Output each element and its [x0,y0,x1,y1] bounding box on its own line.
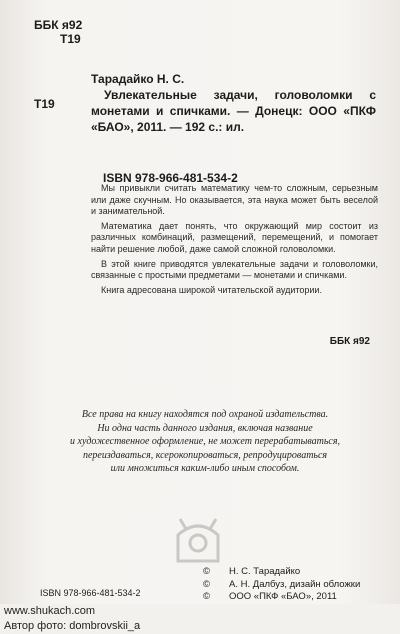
copyright-text: Н. С. Тарадайко [229,566,301,577]
photo-credit: Автор фото: dombrovskii_a [4,620,141,632]
annotation-paragraph: Мы привыкли считать математику чем-то сложным, серьезным или даже скучным. Но оказывается, эта наука может быть веселой и занимательной. [91,183,378,217]
rights-line: или множиться каким-либо иным способом. [110,463,300,474]
copyright-text: А. Н. Далбуз, дизайн обложки [229,578,361,590]
rights-line: переиздаваться, ксерокопироваться, репродуцироваться [82,449,328,461]
annotation [91,183,378,299]
photo-footer [0,604,400,634]
bbk-header [34,18,82,46]
copyright-icon: © [203,578,210,590]
isbn-bottom: ISBN 978-966-481-534-2 [40,588,141,598]
card-description: Увлекательные задачи, головоломки с монетами и спичками. — Донецк: ООО «ПКФ «БАО», 2011. — 192 с.: ил. [91,88,376,134]
copyright-row [203,566,360,579]
annotation-paragraph: В этой книге приводятся увлекательные задачи и головоломки, связанные с простыми предметами — монетами и спичками. [91,258,378,281]
card-isbn: ISBN 978-966-481-534-2 [103,171,238,185]
annotation-paragraph: Математика дает понять, что окружающий мир состоит из различных комбинаций, размещений, перемещений, и помогает найти решение любой, даже самой сложной головоломки. [91,220,378,254]
copyright-list [203,566,360,604]
rights-line: Все права на книгу находятся под охраной издательства. [81,409,329,420]
copyright-icon: © [203,591,210,602]
copyright-row [203,579,360,592]
bbk-code: Т19 [60,32,81,46]
card-side-code: Т19 [34,97,55,111]
rights-line: и художественное оформление, не может перерабатываться, [70,436,340,447]
copyright-text: ООО «ПКФ «БАО», 2011 [229,591,337,602]
annotation-paragraph: Книга адресована широкой читательской аудитории. [101,284,322,295]
rights-notice [40,408,370,476]
bibliographic-card [91,71,376,135]
bbk-label: ББК я92 [34,18,83,32]
copyright-icon: © [203,566,210,577]
copyright-row [203,591,360,604]
card-author: Тарадайко Н. С. [91,72,185,86]
rights-line: Ни одна часть данного издания, включая название [97,422,313,434]
bbk-bottom: ББК я92 [329,336,370,347]
publisher-logo-icon [170,515,226,565]
site-link[interactable]: www.shukach.com [4,605,96,617]
